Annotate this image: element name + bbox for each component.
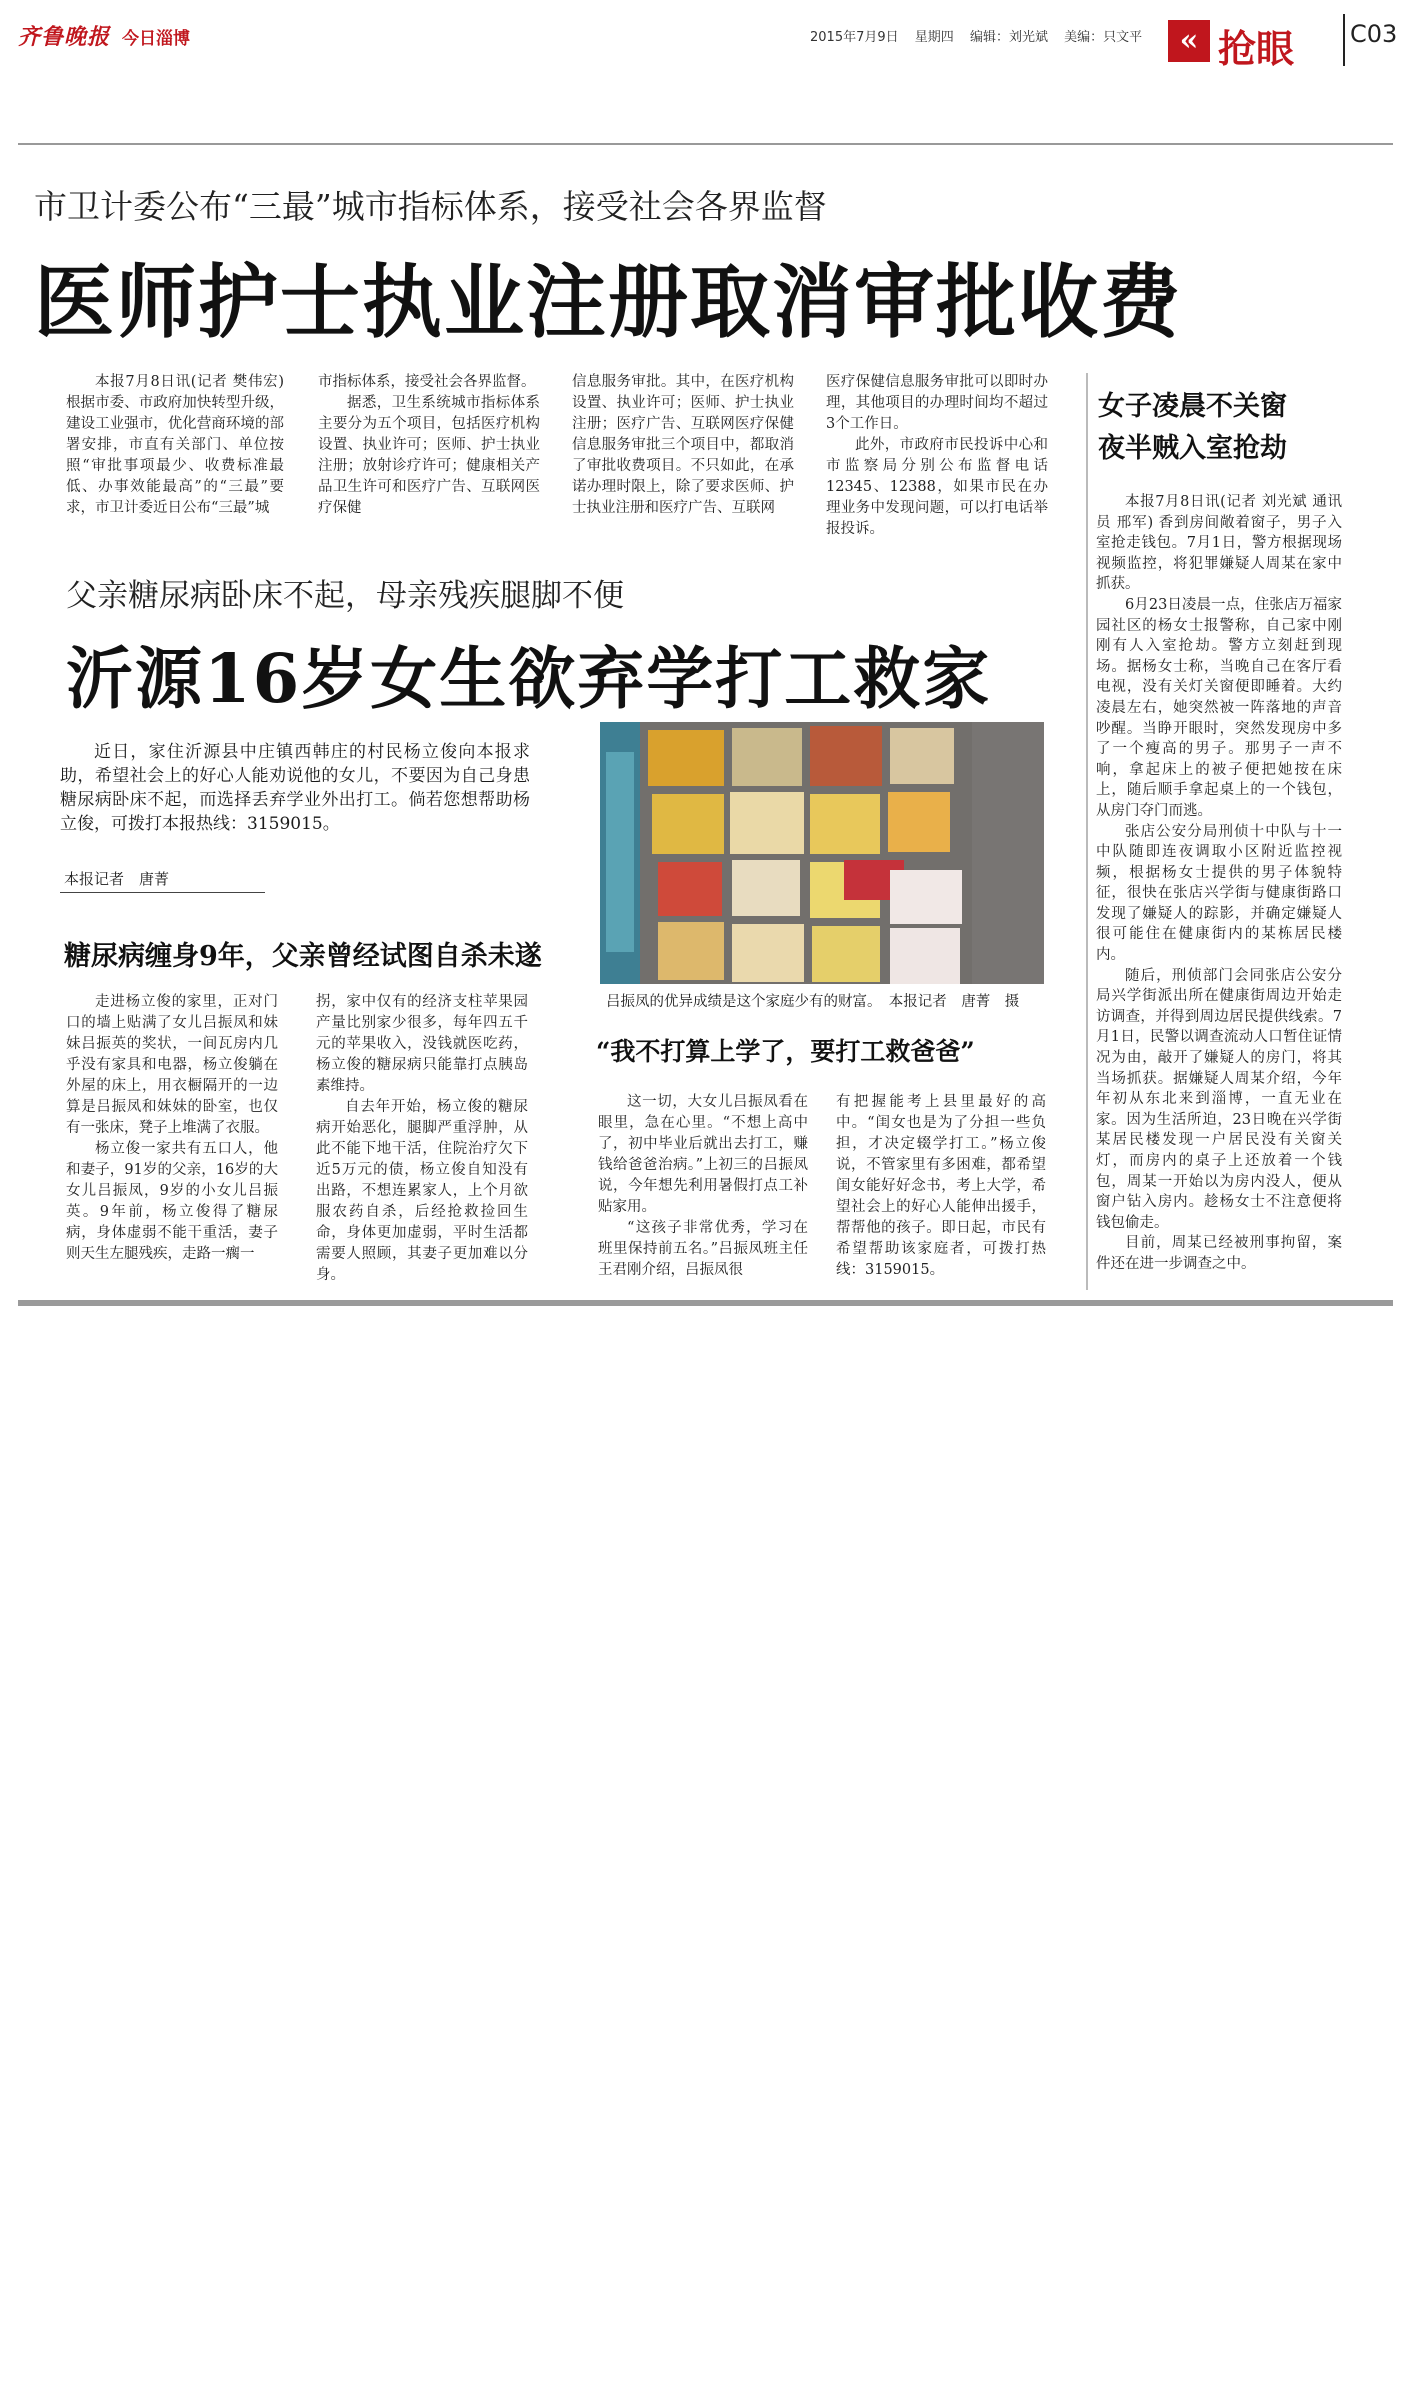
story2-kicker: 父亲糖尿病卧床不起，母亲残疾腿脚不便: [66, 578, 624, 614]
story1-kicker: 市卫计委公布“三最”城市指标体系，接受社会各界监督: [34, 187, 827, 226]
story2-paragraph: 走进杨立俊的家里，正对门口的墙上贴满了女儿吕振凤和妹妹吕振英的奖状，一间瓦房内几乎没有家具和电器，杨立俊躺在外屋的床上，用衣橱隔开的一边算是吕振凤和妹妹的卧室，也仅有一张床，凳子上堆满了衣服。: [66, 994, 278, 1136]
story2-paragraph: “这孩子非常优秀，学习在班里保持前五名。”吕振凤班主任王君刚介绍，吕振凤很: [598, 1220, 808, 1278]
double-chevron-icon: «: [1168, 20, 1210, 62]
story1-paragraph: 本报7月8日讯(记者 樊伟宏) 根据市委、市政府加快转型升级，建设工业强市，优化营商环境的部署安排，市直有关部门、单位按照“审批事项最少、收费标准最低、办事效能最高”的“三最”要求，市卫计委近日公布“三最”城: [66, 374, 284, 516]
section-title: 抢眼: [1218, 26, 1295, 71]
byline-rule: [60, 892, 265, 893]
story1-paragraph: 市指标体系，接受社会各界监督。: [318, 374, 536, 390]
story2-paragraph: 有把握能考上县里最好的高中。“闺女也是为了分担一些负担，才决定辍学打工。”杨立俊说，不管家里有多困难，都希望闺女能好好念书，考上大学，希望社会上的好心人能伸出援手，帮帮他的孩子。即日起，市民有希望帮助该家庭者，可拨打热线：3159015。: [836, 1094, 1046, 1278]
designer-credit: 美编：只文平: [1064, 30, 1143, 45]
story2-lead: [60, 740, 530, 836]
story2-paragraph: 自去年开始，杨立俊的糖尿病开始恶化，腿脚严重浮肿，从此不能下地干活，住院治疗欠下近5万元的债，杨立俊自知没有出路，不想连累家人，上个月欲服农药自杀，后经抢救捡回生命，身体更加虚弱，平时生活都需要人照顾，其妻子更加难以分身。: [316, 1099, 528, 1283]
story2-column-2: [316, 992, 528, 1286]
section-badge: [1168, 16, 1318, 71]
photo-caption: 吕振凤的优异成绩是这个家庭少有的财富。 本报记者 唐菁 摄: [606, 994, 1020, 1010]
story2-paragraph: 这一切，大女儿吕振凤看在眼里，急在心里。“不想上高中了，初中毕业后就出去打工，赚钱给爸爸治病。”上初三的吕振凤说，今年想先利用暑假打点工补贴家用。: [598, 1094, 808, 1215]
story2-headline: 沂源16岁女生欲弃学打工救家: [66, 639, 992, 718]
sidebar-body: [1096, 492, 1342, 1275]
edition-label: 今日淄博: [122, 29, 190, 49]
story1-column-4: [826, 372, 1048, 540]
story2-subhead-1: 糖尿病缠身9年，父亲曾经试图自杀未遂: [64, 941, 542, 972]
story2-paragraph: 杨立俊一家共有五口人，他和妻子，91岁的父亲，16岁的大女儿吕振凤，9岁的小女儿吕振英。9年前，杨立俊得了糖尿病，身体虚弱不能干重活，妻子则天生左腿残疾，走路一瘸一: [66, 1141, 278, 1262]
story1-paragraph: 此外，市政府市民投诉中心和市监察局分别公布监督电话12345、12388，如果市民在办理业务中发现问题，可以打电话举报投诉。: [826, 437, 1048, 537]
editor-credit: 编辑：刘光斌: [969, 30, 1048, 45]
story1-headline: 医师护士执业注册取消审批收费: [34, 255, 1182, 349]
page-number: C03: [1350, 20, 1398, 48]
story2-subhead-2: “我不打算上学了，要打工救爸爸”: [596, 1037, 975, 1066]
sidebar-paragraph: 本报7月8日讯(记者 刘光斌 通讯员 邢军) 香到房间敞着窗子，男子入室抢走钱包。7月1日，警方根据现场视频监控，将犯罪嫌疑人周某在家中抓获。: [1096, 494, 1342, 593]
sidebar-paragraph: 6月23日凌晨一点，住张店万福家园社区的杨女士报警称，自己家中刚刚有人入室抢劫。警方立刻赶到现场。据杨女士称，当晚自己在客厅看电视，没有关灯关窗便即睡着。大约凌晨左右，她突然被一阵落地的声音吵醒。当睁开眼时，突然发现房中多了一个瘦高的男子。那男子一声不响，拿起床上的被子便把她按在床上，随后顺手拿起桌上的一个钱包，从房门夺门而逃。: [1096, 596, 1342, 819]
newspaper-logo: 齐鲁晚报: [18, 24, 111, 50]
issue-weekday: 星期四: [914, 30, 954, 45]
story2-paragraph: 拐，家中仅有的经济支柱苹果园产量比别家少很多，每年四五千元的苹果收入，没钱就医吃药，杨立俊的糖尿病只能靠打点胰岛素维持。: [316, 994, 528, 1094]
sidebar-paragraph: 随后，刑侦部门会同张店公安分局兴学街派出所在健康街周边开始走访调查，并得到周边居民提供线索。7月1日，民警以调查流动人口暂住证情况为由，敲开了嫌疑人的房门，将其当场抓获。据嫌疑人周某介绍，今年年初从东北来到淄博，一直无业在家。因为生活所迫，23日晚在兴学街某居民楼发现一户居民没有关窗关灯，而房内的桌子上还放着一个钱包，周某一开始以为房内没人，便从窗户钻入房内。趁杨女士不注意便将钱包偷走。: [1096, 967, 1342, 1231]
story2-column-1: [66, 992, 278, 1265]
sidebar-paragraph: 目前，周某已经被刑事拘留，案件还在进一步调查之中。: [1096, 1235, 1342, 1272]
story1-paragraph: 据悉，卫生系统城市指标体系主要分为五个项目，包括医疗机构设置、执业许可；医师、护士执业注册；放射诊疗许可；健康相关产品卫生许可和医疗广告、互联网医疗保健: [318, 395, 540, 516]
bottom-rule: [18, 1300, 1393, 1306]
story1-paragraph: 医疗保健信息服务审批可以即时办理，其他项目的办理时间均不超过3个工作日。: [826, 374, 1048, 432]
sidebar-paragraph: 张店公安分局刑侦十中队与十一中队随即连夜调取小区附近监控视频，根据杨女士提供的男子体貌特征，很快在张店兴学街与健康街路口发现了嫌疑人的踪影，并确定嫌疑人很可能住在健康街内的某栋居民楼内。: [1096, 823, 1342, 964]
story2-column-4: [836, 1092, 1046, 1281]
column-rule: [1086, 373, 1088, 1290]
page-divider: [1343, 14, 1345, 66]
header-meta: [810, 26, 1154, 45]
story2-byline: 本报记者 唐菁: [64, 870, 170, 888]
news-photo: [600, 722, 1044, 984]
certificates-wall-image: [600, 722, 1044, 984]
story1-paragraph: 信息服务审批。其中，在医疗机构设置、执业许可；医师、护士执业注册；医疗广告、互联网医疗保健信息服务审批三个项目中，都取消了审批收费项目。不只如此，在承诺办理时限上，除了要求医师、护士执业注册和医疗广告、互联网: [572, 374, 794, 516]
story1-column-3: [572, 372, 794, 519]
story2-column-3: [598, 1092, 808, 1281]
story1-column-2: [318, 372, 540, 519]
top-rule: [18, 143, 1393, 145]
sidebar-title-line: 女子凌晨不关窗: [1098, 391, 1287, 422]
issue-date: 2015年7月9日: [810, 30, 899, 45]
story2-lead-text: 近日，家住沂源县中庄镇西韩庄的村民杨立俊向本报求助，希望社会上的好心人能劝说他的女儿，不要因为自己身患糖尿病卧床不起，而选择丢弃学业外出打工。倘若您想帮助杨立俊，可拨打本报热线：3159015。: [60, 742, 530, 834]
sidebar-title-line: 夜半贼入室抢劫: [1098, 433, 1287, 464]
sidebar-title: [1098, 386, 1388, 470]
story1-column-1: [66, 372, 284, 519]
